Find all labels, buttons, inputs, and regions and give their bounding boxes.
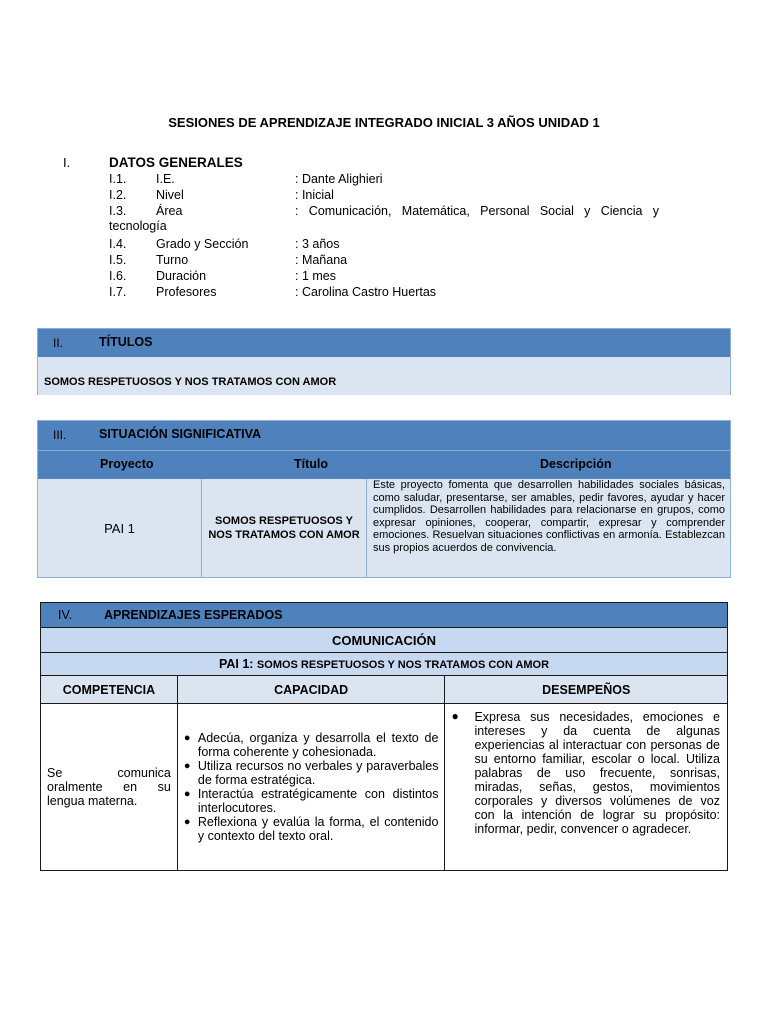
datos-label: Profesores [156,285,217,299]
list-item: ● Expresa sus necesidades, emociones e intereses y da cuenta de algunas experiencias al interactuar con personas de su entorno familiar, escolar o local. Utiliza palabras de uso frecuente, sonrisas, miradas, señas, gestos, movimientos corporales y diversos volúmenes de voz con la intención de lograr su propósito: informar, pedir, convencer o agradecer. [451,710,720,836]
column-header-competencia: COMPETENCIA [41,676,178,704]
datos-code: I.1. [109,172,127,186]
datos-label: Nivel [156,188,184,202]
datos-value: : 3 años [295,237,340,251]
titulos-section [37,328,731,395]
pai-title: SOMOS RESPETUOSOS Y NOS TRATAMOS CON AMOR [256,659,550,671]
titulo-cell: SOMOS RESPETUOSOS Y NOS TRATAMOS CON AMOR [208,515,360,541]
list-item: ● Reflexiona y evalúa la forma, el contenido y contexto del texto oral. [184,815,439,843]
column-header-desempenos: DESEMPEÑOS [445,676,728,704]
section-header [38,329,730,357]
section-number: II. [53,336,64,350]
datos-code: I.7. [109,285,127,299]
datos-label: Grado y Sección [156,237,249,251]
section-title: TÍTULOS [99,335,153,349]
section-header [41,603,728,628]
pai-header [41,653,728,676]
column-divider [366,479,367,577]
document-title: SESIONES DE APRENDIZAJE INTEGRADO INICIAL 3 AÑOS UNIDAD 1 [168,115,600,130]
datos-code: I.3. [109,204,127,218]
titulo-text: SOMOS RESPETUOSOS Y NOS TRATAMOS CON AMOR [44,376,337,388]
column-header-descripcion: Descripción [540,457,612,471]
section-title: APRENDIZAJES ESPERADOS [104,608,283,622]
situacion-section [37,420,731,578]
column-header-titulo: Título [294,457,329,471]
section-number: IV. [58,608,73,622]
capacidad-cell [177,704,445,871]
column-header-capacidad: CAPACIDAD [177,676,445,704]
section-number: III. [53,428,67,442]
list-item: ● Adecúa, organiza y desarrolla el texto de forma coherente y cohesionada. [184,731,439,759]
datos-code: I.5. [109,253,127,267]
titulos-body [38,357,730,395]
column-header-proyecto: Proyecto [100,457,154,471]
capacidad-list [184,731,439,843]
pai-label: PAI 1: [218,657,254,671]
list-item: ● Interactúa estratégicamente con distintos interlocutores. [184,787,439,815]
datos-value: : Dante Alighieri [295,172,383,186]
datos-value: : Carolina Castro Huertas [295,285,437,299]
datos-code: I.6. [109,269,127,283]
datos-label: Duración [156,269,207,283]
datos-value: : Mañana [295,253,348,267]
section-header [38,421,730,450]
datos-value: : Comunicación, Matemática, Personal Social y Ciencia y [295,204,659,218]
section-title: DATOS GENERALES [109,155,243,170]
datos-label: I.E. [156,172,175,186]
datos-value: : Inicial [295,188,334,202]
desempenos-cell [445,704,728,871]
datos-label: Área [156,204,183,218]
datos-code: I.4. [109,237,127,251]
competencia-text: Se comunica oralmente en su lengua materna. [47,766,171,808]
area-header: COMUNICACIÓN [41,628,728,653]
desempenos-list [451,710,720,836]
descripcion-cell: Este proyecto fomenta que desarrollen habilidades sociales básicas, como saludar, presentarse, ser amables, pedir favores, ayudar y hacer cumplidos. Desarrollen habilidades para relacionarse en grupos, como expresar opiniones, cooperar, compartir, expresar y comprender emociones. Resuelvan situaciones conflictivas en armonía. Establezcan sus propios acuerdos de convivencia. [373,479,725,554]
datos-value-wrap: tecnología [109,219,167,233]
proyecto-cell: PAI 1 [104,520,135,536]
datos-code: I.2. [109,188,127,202]
datos-label: Turno [156,253,189,267]
competencia-cell [41,704,178,871]
list-item: ● Utiliza recursos no verbales y paraverbales de forma estratégica. [184,759,439,787]
table-header [38,450,730,479]
section-number: I. [63,155,71,170]
datos-value: : 1 mes [295,269,336,283]
section-title: SITUACIÓN SIGNIFICATIVA [99,427,262,441]
aprendizajes-table [40,602,728,871]
